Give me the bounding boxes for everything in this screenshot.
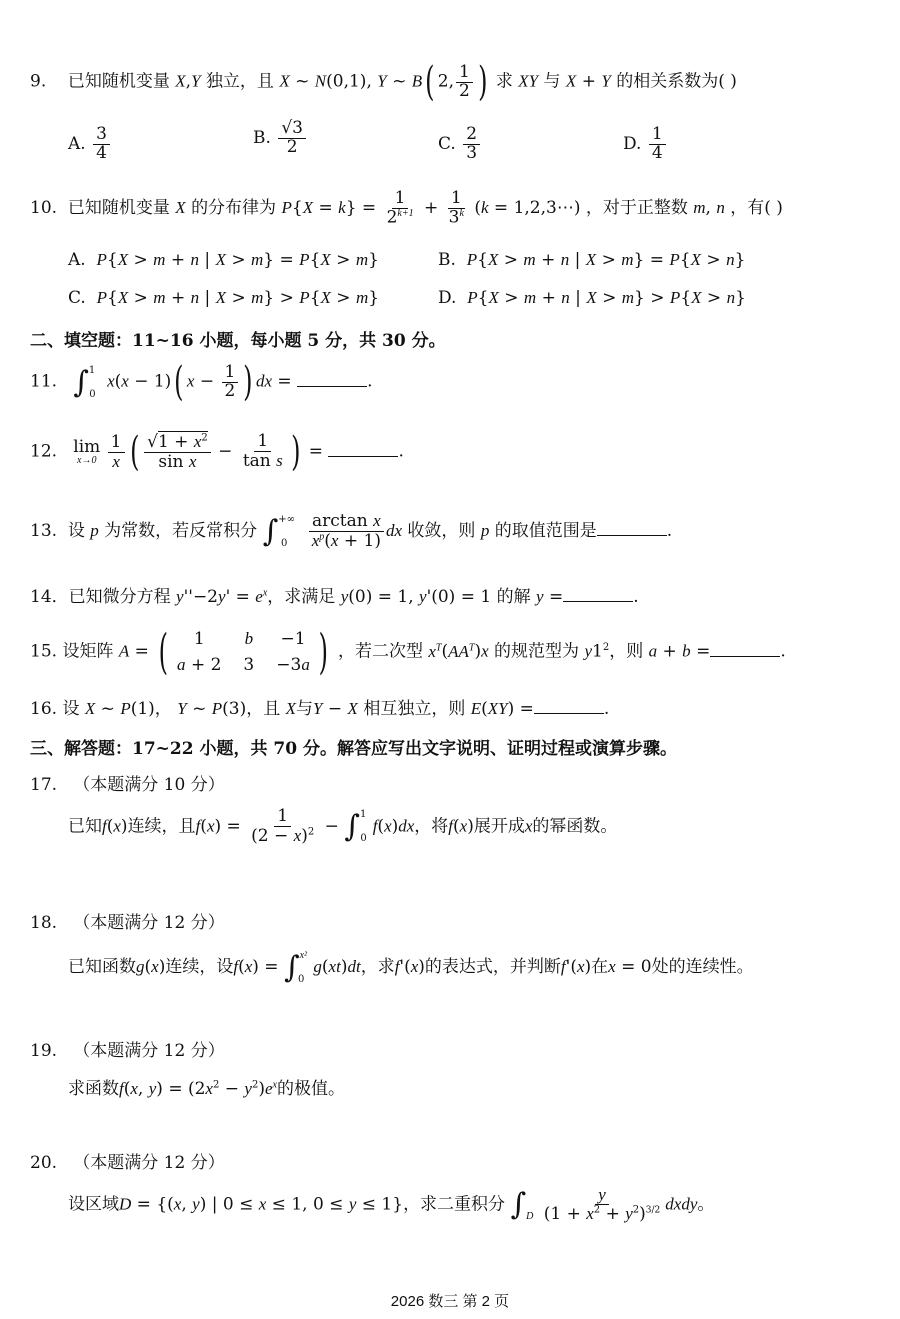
option-10c: C. P{X > m + n | X > m} > P{X > m} [68, 288, 380, 308]
option-9c: C. $\frac{2}{3}$ [438, 126, 482, 163]
option-9b: B. $\frac{√3}{2}$ [253, 120, 308, 157]
question-9: 9. 已知随机变量 X,Y 独立，且 X ~ N(0,1), Y ~ B( 2, $\frac{1}{2}$ ) 求 XY 与 X + Y 的相关系数为( ) [30, 59, 737, 105]
section-3-title: 三、解答题：17~22 小题，共 70 分。解答应写出文字说明、证明过程或演算步骤。 [30, 739, 677, 759]
page-footer: 2026 数三 第 2 页 [390, 1293, 510, 1310]
question-12: 12. lim x→0 $\frac{1}{x}$ ( $\frac{√1 + x^2}{\text{sin x}}$ − $\frac{1}{\text{tan s}}$ ) = . [30, 429, 404, 475]
question-18-header: 18. （本题满分 12 分） [30, 913, 225, 933]
question-19-header: 19. （本题满分 12 分） [30, 1041, 225, 1061]
question-17: 已知f(x)连续，且f(x) = $\frac{1}{(2 - x)^2}$ − ∫$^1_0$f(x)dx，将f(x)展开成x的幂函数。 [68, 806, 618, 846]
option-10b: B. P{X > m + n | X > m} = P{X > n} [438, 250, 746, 270]
option-10d: D. P{X > m + n | X > m} > P{X > n} [438, 288, 746, 308]
question-18: 已知函数g(x)连续，设f(x) = ∫$^{x^2}_0$g(xt)dt，求f'(x)的表达式，并判断f'(x)在x = 0处的连续性。 [68, 950, 754, 985]
question-10: 10. 已知随机变量 X 的分布律为 P{X = k} = $\frac{1}{2^{k+1}}$ + $\frac{1}{3^k}$ (k = 1,2,3⋯) ，对于正整数 m, n ，有( ) [30, 188, 783, 228]
question-19: 求函数f(x, $y) = (2x^2 - y^2)e^x$的极值。 [68, 1079, 345, 1099]
question-13: 13. 设 p 为常数，若反常积分 $\int^{+\infty}_0$ $\frac{\text{arctan x}}{x^p(x + 1)}$ dx 收敛，则 p 的取值范围是 . [30, 511, 673, 551]
question-number: 9. [30, 71, 47, 92]
question-15: 15. 设矩阵 A = ( 1 b −1 a + 2 3 −3a ) ，若二次型 $x^T(AA^T)x$ 的规范型为 $y1^2$，则 a + b = . [30, 624, 786, 680]
question-17-header: 17. （本题满分 10 分） [30, 775, 225, 795]
question-20: 设区域D = {(x, y) | 0 ≤ x ≤ 1, 0 ≤ y ≤ 1}，求二重积分 $\int_D$ $\frac{y}{(1 + x^2 + y^2)^{3/2}}$ dxdy。 [68, 1185, 715, 1224]
question-14: 14．已知微分方程 $y''-2y' = e^x$，求满足 y(0) = 1, y'(0) = 1 的解 y = . [30, 587, 639, 607]
question-20-header: 20. （本题满分 12 分） [30, 1153, 225, 1173]
question-16: 16. 设 X ~ P(1)， Y ~ P(3)，且 X与Y − X 相互独立，则 E(XY) = . [30, 699, 610, 719]
question-text: 已知随机变量 [67, 71, 170, 92]
section-2-title: 二、填空题：11~16 小题，每小题 5 分，共 30 分。 [30, 331, 446, 351]
question-number: 10. [30, 198, 58, 219]
option-9d: D. $\frac{1}{4}$ [623, 126, 668, 163]
option-10a: A. P{X > m + n | X > m} = P{X > m} [68, 250, 379, 270]
question-11: 11. ∫$^1_0$ x(x − 1)( x − $\frac{1}{2}$ ) dx = . [30, 359, 373, 405]
option-9a: A. $\frac{3}{4}$ [68, 126, 112, 163]
